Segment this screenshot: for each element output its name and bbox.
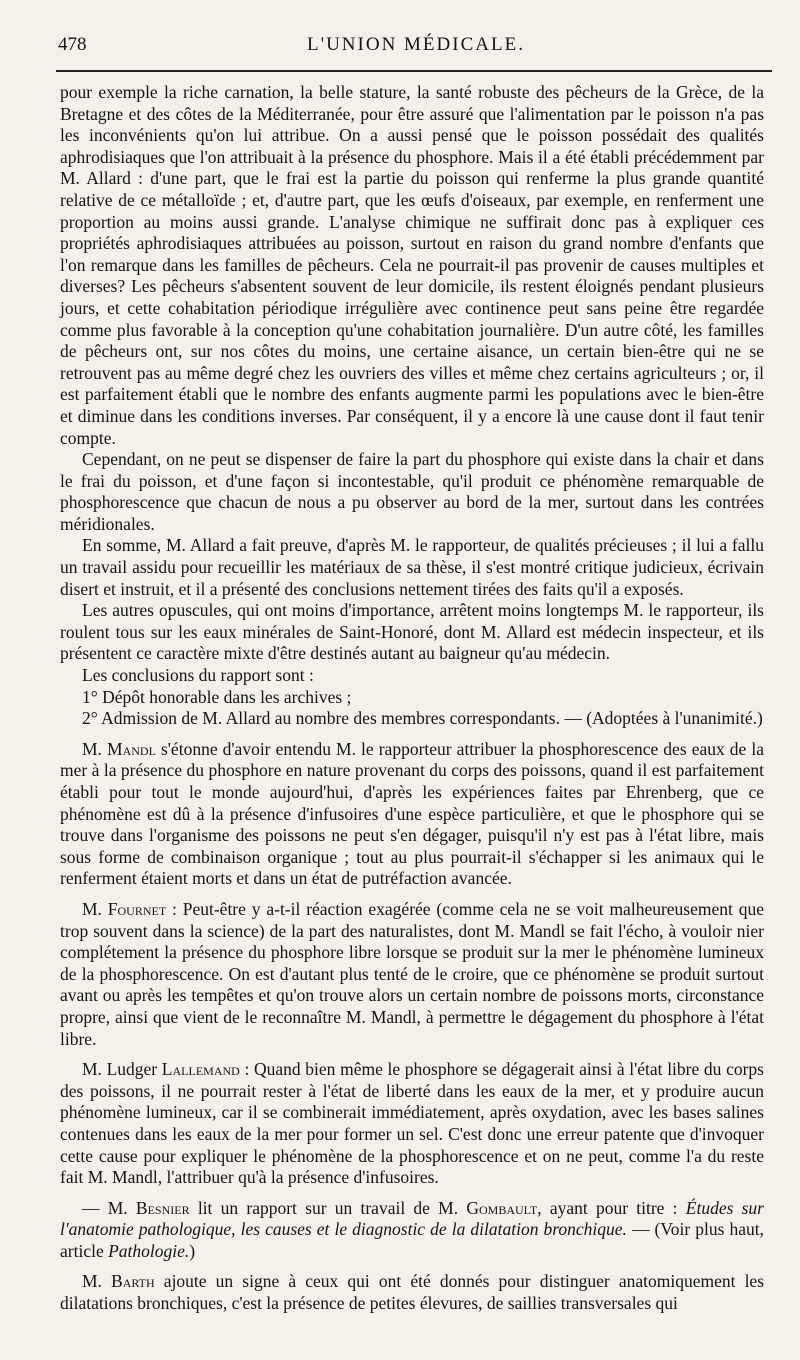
paragraph-1: pour exemple la riche carnation, la belle stature, la santé robuste des pêcheurs de la Grèce, de la Bretagne et des côtes de la Méditerranée, pour être assuré que l'alimentation par le poisson n'a pas les inconvénients qu'on lui attribue. On a aussi pensé que le poisson possédait des qualités aphrodisiaques que l'on attribuait à la présence du phosphore. Mais il a été établi précédemment par M. Allard : d'une part, que le frai est la partie du poisson qui renferme la plus grande quantité relative de ce métalloïde ; et, d'autre part, que les œufs d'oiseaux, par exemple, en renferment une proportion au moins aussi grande. L'analyse chimique ne suffirait donc pas à expliquer ces propriétés aphrodisiaques attribuées au poisson, surtout en raison du grand nombre d'enfants que l'on remarque dans les familles de pêcheurs. Cela ne pourrait-il pas provenir de causes multiples et diverses? Les pêcheurs s'absentent souvent de leur domicile, ils restent éloignés pendant plusieurs jours, et cette cohabitation périodique irrégulière avec continence peut sans peine être regardée comme plus favorable à la conception qu'une cohabitation journalière. D'un autre côté, les familles de pêcheurs ont, sur nos côtes du moins, une certaine aisance, un certain bien-être qui ne se retrouvent pas au même degré chez les ouvriers des villes et même chez certains agriculteurs ; or, il est parfaitement établi que le nombre des enfants augmente parmi les populations avec le bien-être et diminue dans les conditions inverses. Par conséquent, il y a encore là une cause dont il faut tenir compte.: [60, 82, 764, 448]
closing-paren: ): [189, 1240, 196, 1261]
paragraph-besnier: [60, 1198, 764, 1263]
paragraph-barth: [60, 1271, 764, 1314]
speaker-prefix: M.: [82, 738, 108, 759]
article-body: [60, 82, 764, 1315]
speaker-name: Mandl: [107, 738, 156, 759]
speaker-name: Barth: [111, 1271, 155, 1292]
paragraph-lallemand: [60, 1059, 764, 1189]
speaker-text: s'étonne d'avoir entendu M. le rapporteur attribuer la phosphorescence des eaux de la mer à la présence du phosphore en nature provenant du corps des poissons, quand il est parfaitement établi pour tout le monde aujourd'hui, d'après les expériences faites par Ehrenberg, que ce phénomène est dû à la présence d'infusoires d'une espèce particulière, et que le phosphore qui se trouve dans l'organisme des poissons ne peut s'en dégager, puisqu'il n'y est pas à l'état libre, mais sous forme de combinaison organique ; tout au plus pourrait-il s'échapper si les animaux qui le renferment étaient morts et dans un état de putréfaction avancée.: [60, 738, 765, 889]
speaker-name: Fournet: [107, 898, 167, 919]
speaker-name: Besnier: [135, 1197, 190, 1218]
paragraph-fournet: [60, 899, 764, 1050]
speaker-text: , ayant pour titre :: [537, 1197, 686, 1218]
speaker-prefix: — M.: [82, 1197, 136, 1218]
speaker-text: : Peut-être y a-t-il réaction exagérée (comme cela ne se voit malheureusement que trop souvent dans la science) de la part des naturalistes, dont M. Mandl se fait l'écho, à vouloir nier complétement la présence du phosphore libre lorsque se produit sur la mer le phénomène lumineux de la phosphorescence. On est d'autant plus tenté de le croire, que ce phénomène se produit surtout avant ou après les tempêtes et qu'on trouve alors un certain nombre de poissons morts, circonstance propre, ainsi que vient de le reconnaître M. Mandl, à permettre le dégagement du phosphore à l'état libre.: [60, 898, 764, 1049]
speaker-name: Lallemand: [161, 1059, 240, 1080]
speaker-text: — (Voir plus haut, article: [60, 1219, 764, 1261]
work-title: Études sur l'anatomie pathologique, les causes et le diagnostic de la dilatation bronchique.: [60, 1197, 764, 1240]
speaker-prefix: M. Ludger: [82, 1059, 162, 1080]
paragraph-4: Les autres opuscules, qui ont moins d'importance, arrêtent moins longtemps M. le rapporteur, ils roulent tous sur les eaux minérales de Saint-Honoré, dont M. Allard est médecin inspecteur, et ils présentent ce caractère mixte d'être destinés autant au baigneur qu'au médecin.: [60, 600, 764, 664]
running-title: L'UNION MÉDICALE.: [307, 34, 525, 55]
speaker-text: ajoute un signe à ceux qui ont été donnés pour distinguer anatomiquement les dilatations bronchiques, c'est la présence de petites élevures, de saillies transversales qui: [60, 1271, 765, 1314]
conclusion-2: 2° Admission de M. Allard au nombre des membres correspondants. — (Adoptées à l'unanimité.): [82, 708, 763, 729]
paragraph-mandl: [60, 739, 764, 890]
cross-reference: Pathologie.: [108, 1240, 190, 1261]
speaker-text: : Quand bien même le phosphore se dégagerait ainsi à l'état libre du corps des poissons, il ne pourrait rester à l'état de liberté dans les eaux de la mer, et y produire aucun phénomène lumineux, car il se combinerait immédiatement, après oxydation, avec les bases salines contenues dans les eaux de la mer pour former un sel. C'est donc une erreur patente que d'invoquer cette cause pour expliquer le phénomène de la phosphorescence et on ne peut, comme l'a du reste fait M. Mandl, l'attribuer qu'à la présence d'infusoires.: [60, 1059, 764, 1188]
speaker-prefix: M.: [82, 1271, 112, 1292]
paragraph-5: Les conclusions du rapport sont :: [82, 665, 314, 686]
conclusion-1: 1° Dépôt honorable dans les archives ;: [82, 686, 352, 707]
speaker-prefix: M.: [82, 898, 108, 919]
paragraph-3: En somme, M. Allard a fait preuve, d'après M. le rapporteur, de qualités précieuses ; il lui a fallu un travail assidu pour recueillir les matériaux de sa thèse, il s'est montré critique judicieux, écrivain disert et instruit, et il a présenté des conclusions nettement tirées des faits qu'il a exposés.: [60, 535, 764, 599]
header-rule: [56, 70, 772, 72]
paragraph-2: Cependant, on ne peut se dispenser de faire la part du phosphore qui existe dans la chair et dans le frai du poisson, et d'une façon si incontestable, qu'il produit ce phénomène remarquable de phosphorescence que chacun de nous a pu observer au bord de la mer, surtout dans les contrées méridionales.: [60, 449, 764, 534]
speaker-text: lit un rapport sur un travail de M.: [189, 1197, 467, 1218]
page-number: 478: [58, 34, 87, 55]
author-name: Gombault: [466, 1197, 538, 1218]
page-header: [56, 28, 776, 64]
